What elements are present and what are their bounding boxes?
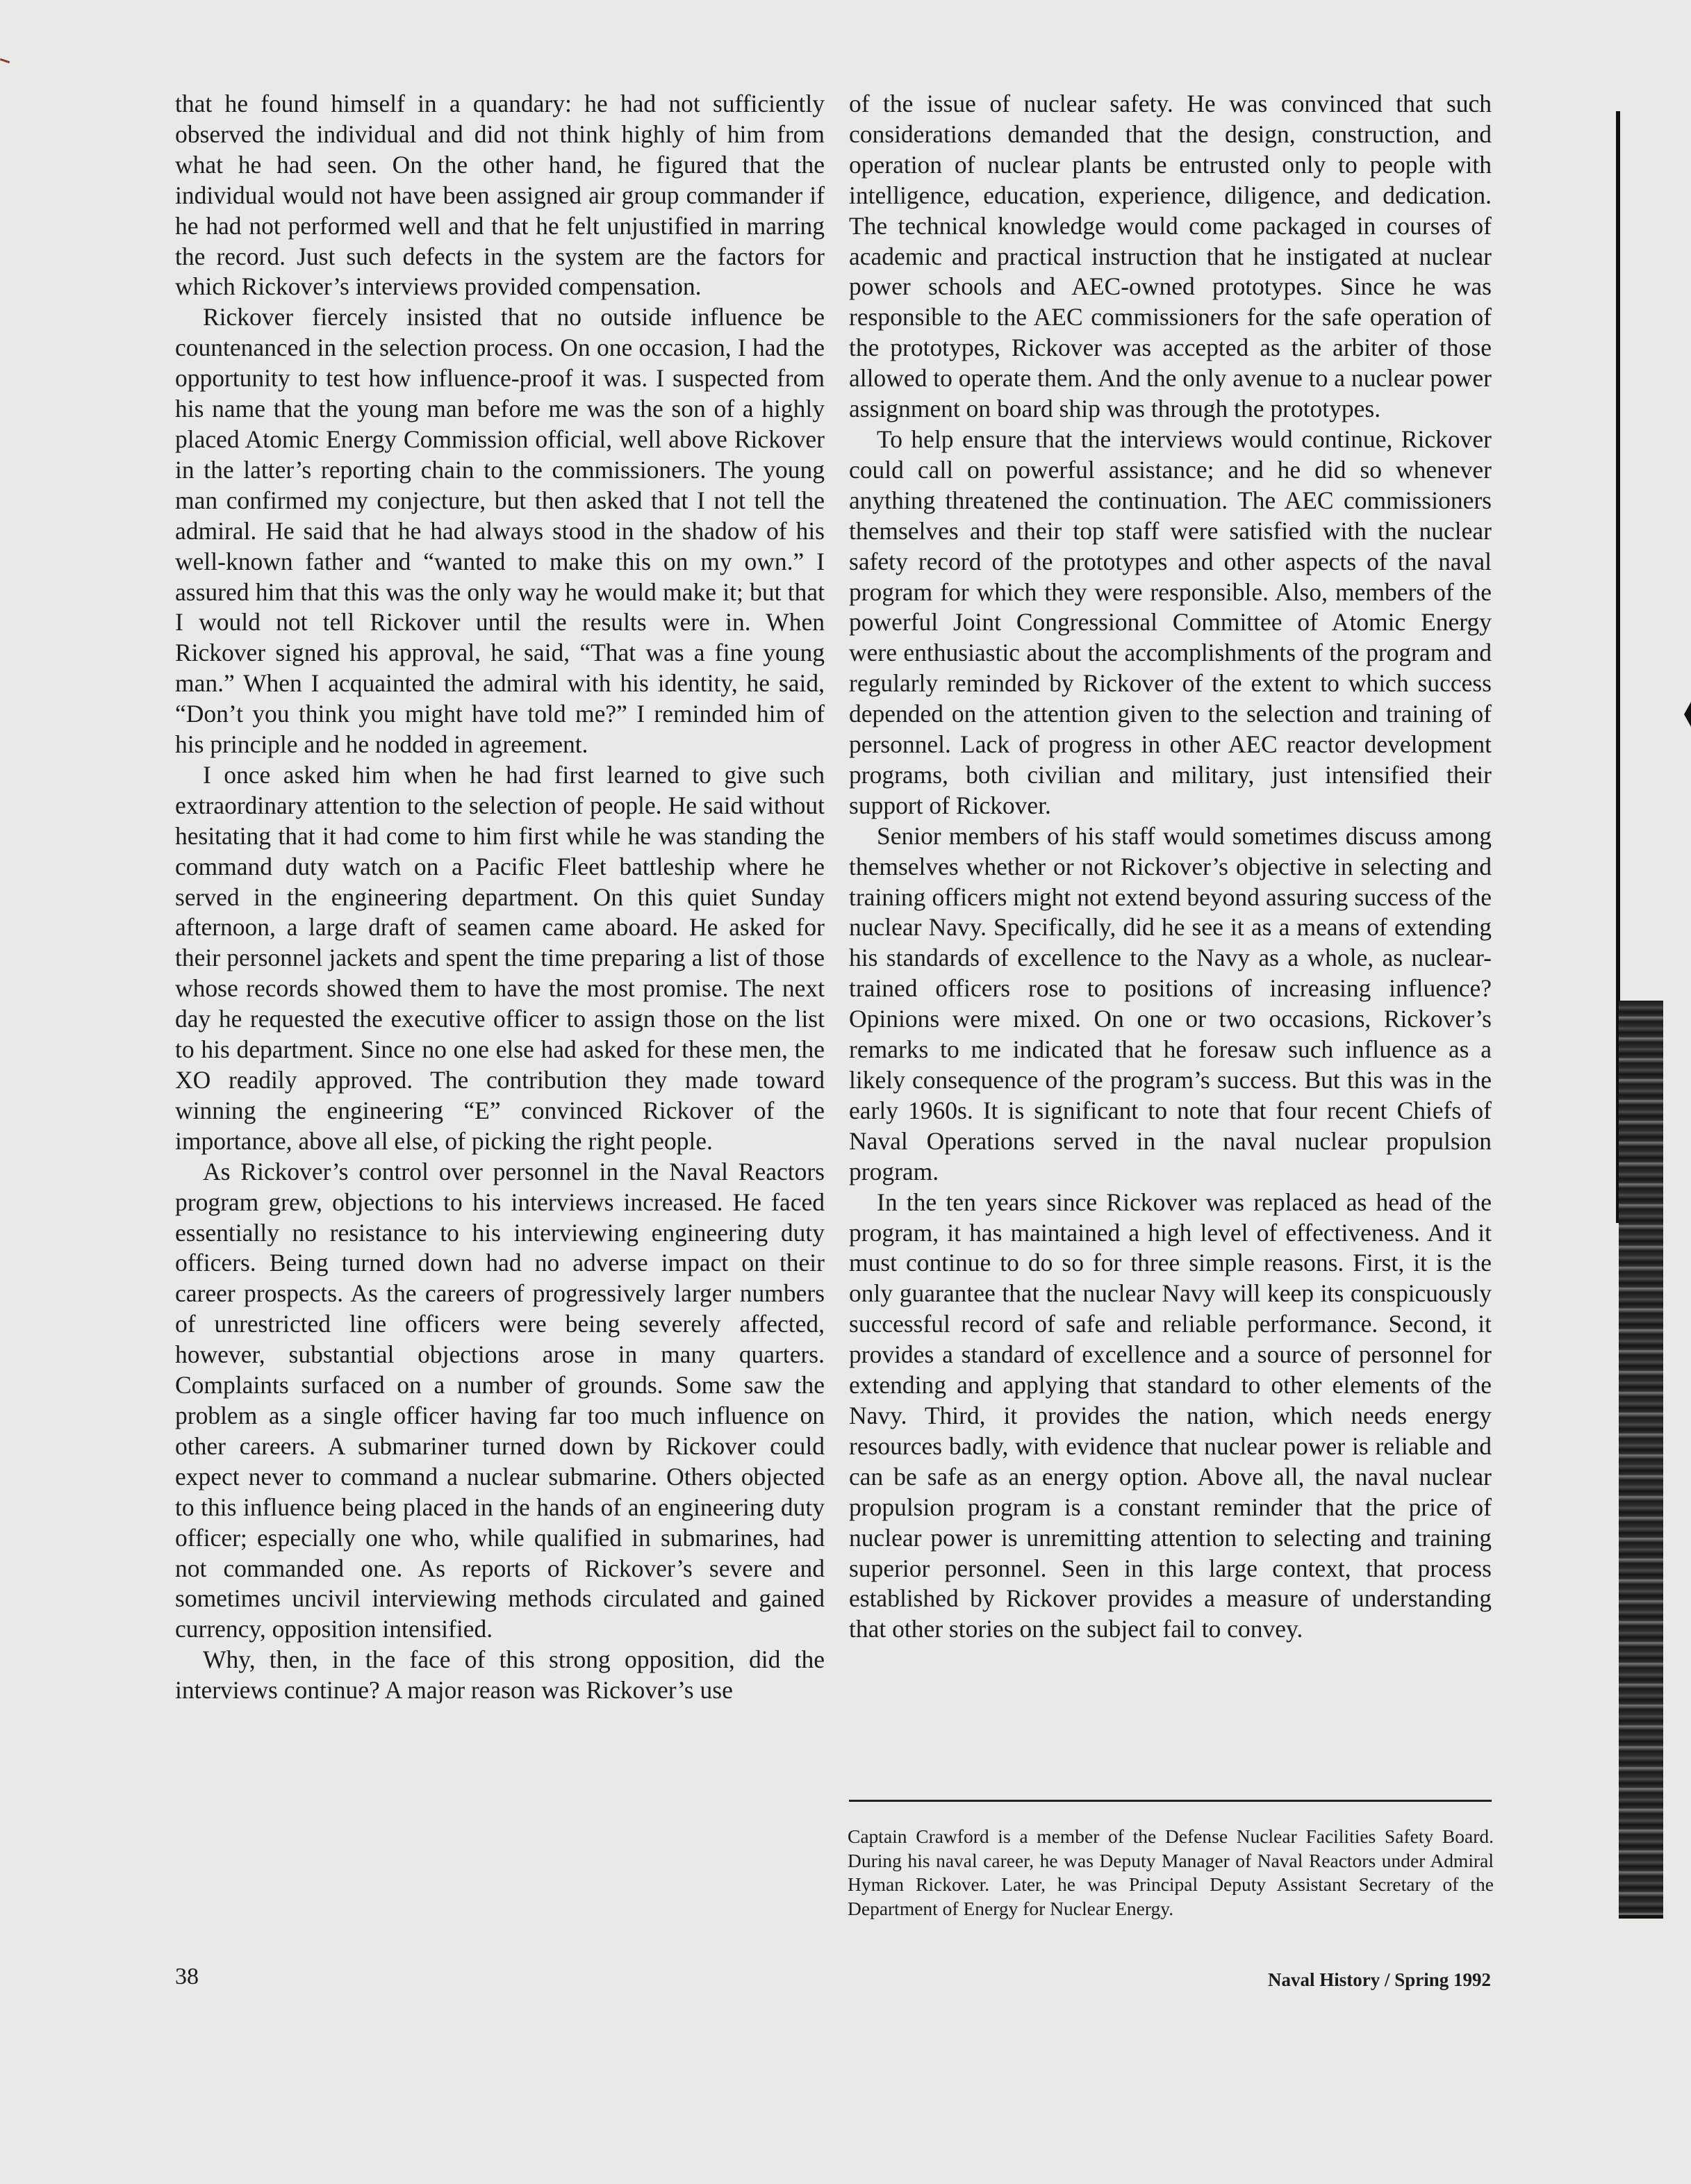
paragraph: I once asked him when he had first learned to give such extraordinary attention to the selection of people. He said without hesitating that it had come to him first while he was standing the command duty watch on a Pacific Fleet battleship where he served in the engineering department. On this quiet Sunday afternoon, a large draft of seamen came aboard. He asked for their personnel jackets and spent the time preparing a list of those whose records showed them to have the most promise. The next day he requested the executive officer to assign those on the list to his department. Since no one else had asked for these men, the XO readily approved. The contribution they made toward winning the engineering “E” convinced Rickover of the importance, above all else, of picking the right people.	[175, 760, 825, 1155]
paragraph: Why, then, in the face of this strong opposition, did the interviews continue? A major reason was Rickover’s use	[175, 1645, 825, 1705]
paragraph: that he found himself in a quandary: he had not sufficiently observed the individual and did not think highly of him from what he had seen. On the other hand, he figured that the individual would not have been assigned air group commander if he had not performed well and that he felt unjustified in marring the record. Just such defects in the system are the factors for which Rickover’s interviews provided compensation.	[175, 90, 825, 301]
publication-line: Naval History / Spring 1992	[1267, 1969, 1491, 1990]
article-column-right	[849, 89, 1492, 1645]
paragraph: As Rickover’s control over personnel in the Naval Reactors program grew, objections to his interviews increased. He faced essentially no resistance to his interviewing engineering duty officers. Being turned down had no adverse impact on their career prospects. As the careers of progressively larger numbers of unrestricted line officers were being severely affected, however, substantial objections arose in many quarters. Complaints surfaced on a number of grounds. Some saw the problem as a single officer having far too much influence on other careers. A submariner turned down by Rickover could expect never to command a nuclear submarine. Others objected to this influence being placed in the hands of an engineering duty officer; especially one who, while qualified in submarines, had not commanded one. As reports of Rickover’s severe and sometimes uncivil interviewing methods circulated and gained currency, opposition intensified.	[175, 1157, 825, 1643]
binding-shadow	[1619, 1001, 1663, 1918]
article-column-left	[175, 89, 825, 1706]
paragraph: Rickover fiercely insisted that no outside influence be countenanced in the selection process. On one occasion, I had the opportunity to test how influence-proof it was. I suspected from his name that the young man before me was the son of a highly placed Atomic Energy Commission official, well above Rickover in the latter’s reporting chain to the commissioners. The young man confirmed my conjecture, but then asked that I not tell the admiral. He said that he had always stood in the shadow of his well-known father and “wanted to make this on my own.” I assured him that this was the only way he would make it; but that I would not tell Rickover until the results were in. When Rickover signed his approval, he said, “That was a fine young man.” When I acquainted the admiral with his identity, he said, “Don’t you think you might have told me?” I reminded him of his principle and he nodded in agreement.	[175, 303, 825, 759]
scan-notch	[1684, 702, 1691, 727]
paragraph: In the ten years since Rickover was replaced as head of the program, it has maintained a high level of effectiveness. And it must continue to do so for three simple reasons. First, it is the only guarantee that the nuclear Navy will keep its conspicuously successful record of safe and reliable performance. Second, it provides a standard of excellence and a source of personnel for extending and applying that standard to other elements of the Navy. Third, it provides the nation, which needs energy resources badly, with evidence that nuclear power is reliable and can be safe as an energy option. Above all, the naval nuclear propulsion program is a constant reminder that the price of nuclear power is unremitting attention to selecting and training superior personnel. Seen in this large context, that process established by Rickover provides a measure of understanding that other stories on the subject fail to convey.	[849, 1188, 1492, 1643]
scan-speck	[0, 58, 10, 63]
page-number: 38	[175, 1964, 199, 1989]
paragraph: To help ensure that the interviews would continue, Rickover could call on powerful assistance; and he did so whenever anything threatened the continuation. The AEC commissioners themselves and their top staff were satisfied with the nuclear safety record of the prototypes and other aspects of the naval program for which they were responsible. Also, members of the powerful Joint Congressional Committee of Atomic Energy were enthusiastic about the accomplishments of the program and regularly reminded by Rickover of the extent to which success depended on the attention given to the selection and training of personnel. Lack of progress in other AEC reactor development programs, both civilian and military, just intensified their support of Rickover.	[849, 425, 1492, 819]
bio-divider	[849, 1800, 1492, 1802]
paragraph: Senior members of his staff would sometimes discuss among themselves whether or not Rickover’s objective in selecting and training officers might not extend beyond assuring success of the nuclear Navy. Specifically, did he see it as a means of extending his standards of excellence to the Navy as a whole, as nuclear-trained officers rose to positions of increasing influence? Opinions were mixed. On one or two occasions, Rickover’s remarks to me indicated that he foresaw such influence as a likely consequence of the program’s success. But this was in the early 1960s. It is significant to note that four recent Chiefs of Naval Operations served in the naval nuclear propulsion program.	[849, 821, 1492, 1185]
binding-edge-base	[1619, 1915, 1663, 1919]
paragraph: of the issue of nuclear safety. He was convinced that such considerations demanded that the design, construction, and operation of nuclear plants be entrusted only to people with intelligence, education, experience, diligence, and dedication. The technical knowledge would come packaged in courses of academic and practical instruction that he instigated at nuclear power schools and AEC-owned prototypes. Since he was responsible to the AEC commissioners for the safe operation of the prototypes, Rickover was accepted as the arbiter of those allowed to operate them. And the only avenue to a nuclear power assignment on board ship was through the prototypes.	[849, 90, 1492, 423]
author-bio: Captain Crawford is a member of the Defense Nuclear Facilities Safety Board. During his naval career, he was Deputy Manager of Naval Reactors under Admiral Hyman Rickover. Later, he was Principal Deputy Assistant Secretary of the Department of Energy for Nuclear Energy.	[848, 1825, 1494, 1919]
